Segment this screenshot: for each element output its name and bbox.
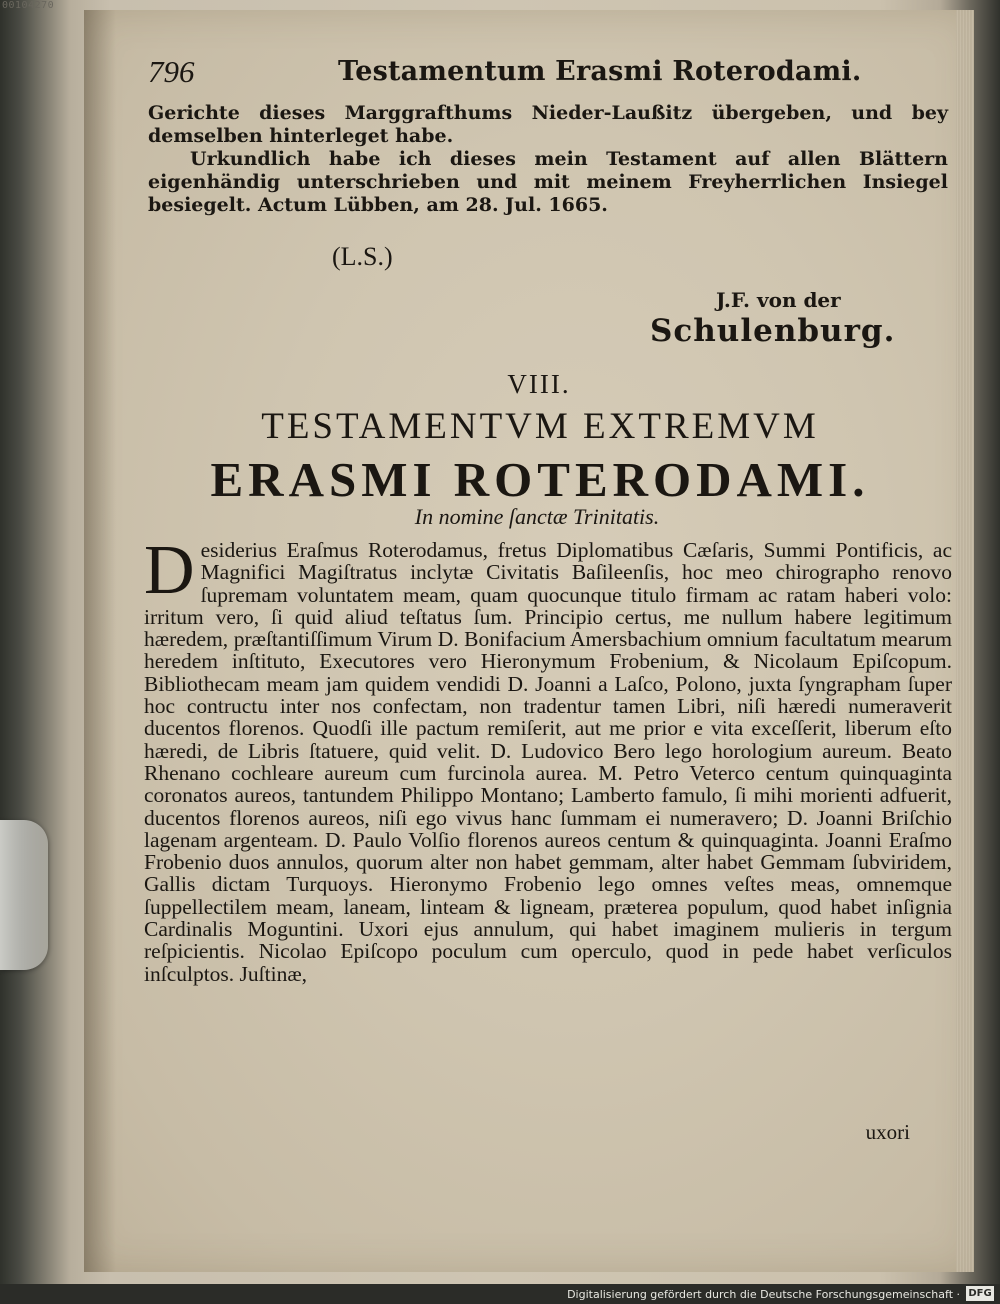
latin-body-text [144,532,952,986]
page-clip [0,820,48,970]
page-edge [956,10,974,1272]
signature-surname: Schulenburg. [650,313,896,349]
footer-credit: Digitalisierung gefördert durch die Deutsche Forschungsgemeinschaft · [567,1288,960,1301]
book-page [84,10,974,1272]
page-spine-shadow [84,10,116,1272]
section-title-line-1: TESTAMENTVM EXTREMVM [261,406,819,447]
page-header [148,54,938,94]
drop-cap: D [144,532,195,609]
running-head: Testamentum Erasmi Roterodami. [338,56,862,87]
catchword: uxori [865,1120,910,1144]
scan-id: 00104270 [2,0,55,11]
dfg-logo: DFG [966,1286,994,1301]
section-title-line-2: ERASMI ROTERODAMI. [210,452,870,507]
german-paragraph-1: Gerichte dieses Marggrafthums Nieder-Laußitz übergeben, und bey demselben hinterleget habe. [148,102,948,147]
page-number: 796 [148,54,195,89]
invocation: In nomine ſanctæ Trinitatis. [414,504,660,529]
seal-mark: (L.S.) [332,242,393,271]
section-number: VIII. [507,369,571,399]
latin-paragraph: esiderius Eraſmus Roterodamus, fretus Diplomatibus Cæſaris, Summi Pontificis, ac Magnifici Magiſtratus inclytæ Civitatis Baſileenſis, hoc meo chirographo renovo ſupremam voluntatem meam, quam quocunque titulo firmam ac ratam haberi volo: irritum vero, ſi quid aliud teſtatus ſum. Principio certus, me nullum habere legitimum hæredem, præſtantiſſimum Virum D. Bonifacium Amersbachium omnium facultatum mearum heredem inſtituto, Executores vero Hieronymum Frobenium, & Nicolaum Epiſcopum. Bibliothecam meam jam quidem vendidi D. Joanni a Laſco, Polono, juxta ſyngrapham ſuper hoc contructu inter nos confectam, non tradentur tamen Libri, niſi hæredi numeraverit ducentos florenos. Quodſi ille pactum remiſerit, aut me prior e vita exceſſerit, liberum eſto hæredi, de Libris ſtatuere, quid velit. D. Ludovico Bero lego horologium aureum. Beato Rhenano cochleare aureum cum furcinola aurea. M. Petro Veterco centum quinquaginta coronatos aureos, tantundem Philippo Montano; Lamberto famulo, ſi mihi morienti adfuerit, ducentos florenos aureos, niſi ego vivus hanc ſummam ei numeravero; D. Joanni Briſchio lagenam argenteam. D. Paulo Volſio florenos aureos centum & quinquaginta. Joanni Eraſmo Frobenio duos annulos, quorum alter non habet gemmam, alter habet Gemmam ſubviridem, Gallis dictam Turquoys. Hieronymo Frobenio lego omnes veſtes meas, omnemque ſuppellectilem meam, laneam, linteam & ligneam, præterea populum, quod habet inſignia Cardinalis Moguntini. Uxori ejus annulum, qui habet imaginem mulieris in tergum reſpicientis. Nicolao Epiſcopo poculum cum operculo, quod in pede habet verſiculos inſculptos. Juſtinæ, [144,538,952,986]
german-text-block [148,102,948,217]
signature-name: J.F. von der [716,288,841,312]
german-paragraph-2: Urkundlich habe ich dieses mein Testament auf allen Blättern eigenhändig unterschrieben und mit meinem Freyherrlichen Insiegel besiegelt. Actum Lübben, am 28. Jul. 1665. [148,148,948,216]
